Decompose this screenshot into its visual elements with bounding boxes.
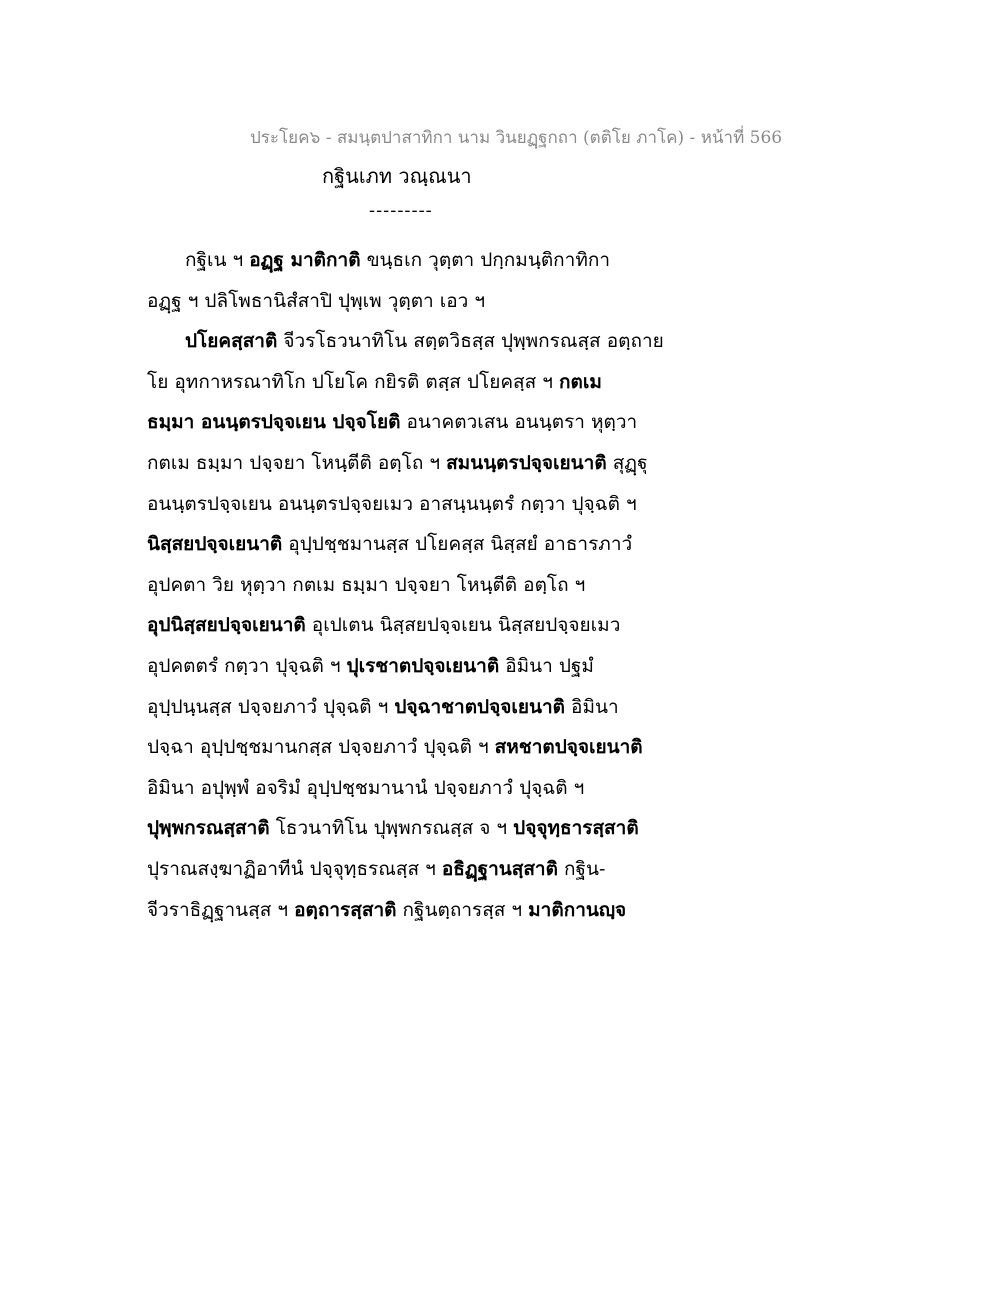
text-segment: ขนฺธเก วุตฺตา ปกฺกมนฺติกาทิกา — [360, 249, 611, 271]
divider: --------- — [369, 200, 433, 221]
bold-term: นิสฺสยปจฺจเยนาติ — [147, 533, 283, 556]
text-segment: จีวรโธวนาทิโน สตฺตวิธสฺส ปุพฺพกรณสฺส อตฺถาย — [277, 330, 664, 353]
text-segment: อนนฺตรปจฺจเยน อนนฺตรปจฺจยเมว อาสนฺนนฺตรํ กตฺวา ปุจฺฉติ ฯ — [147, 492, 637, 515]
bold-term: สมนนฺตรปจฺจเยนาติ — [446, 451, 607, 474]
bold-term: ปจฺฉาชาตปจฺจเยนาติ — [394, 695, 565, 718]
text-segment: กตเม ธมฺมา ปจฺจยา โหนฺตีติ อตฺโถ ฯ — [147, 451, 447, 474]
text-segment: กฐิน- — [557, 857, 606, 880]
text-line — [147, 727, 687, 768]
section-title: กฐินเภท วณฺณนา — [322, 164, 472, 188]
bold-term: มาติกานญฺจ — [528, 898, 627, 921]
text-line — [147, 443, 687, 484]
text-segment: โย อุทกาหรณาทิโก ปโยโค กยิรติ ตสฺส ปโยคสฺส ฯ — [147, 370, 559, 393]
text-line — [147, 687, 687, 728]
bold-term: ปโยคสฺสาติ — [185, 330, 278, 353]
text-line — [147, 849, 687, 890]
text-line — [147, 484, 687, 525]
bold-term: อุปนิสฺสยปจฺจเยนาติ — [147, 614, 306, 637]
bold-term: ปุเรชาตปจฺจเยนาติ — [346, 654, 500, 677]
text-segment: จีวราธิฏฺฐานสฺส ฯ — [147, 898, 295, 921]
bold-term: ปจฺจุทฺธารสฺสาติ — [513, 817, 639, 840]
text-segment: อิมินา ปฐมํ — [499, 654, 594, 677]
text-segment: ปุราณสงฺฆาฏิอาทีนํ ปจฺจุทฺธรณสฺส ฯ — [147, 857, 442, 880]
text-segment: อิมินา อปุพฺพํ อจริมํ อุปฺปชฺชมานานํ ปจฺจยภาวํ ปุจฺฉติ ฯ — [147, 776, 585, 799]
text-line — [147, 240, 687, 281]
text-line — [147, 321, 687, 362]
running-header: ประโยค๖ - สมนฺตปาสาทิกา นาม วินยฏฺฐกถา (ตติโย ภาโค) - หน้าที่ 566 — [250, 128, 783, 148]
bold-term: สหชาตปจฺจเยนาติ — [494, 736, 643, 759]
text-segment: กฐินตฺถารสฺส ฯ — [396, 898, 529, 921]
bold-term: อธิฏฺฐานสฺสาติ — [441, 857, 558, 880]
body-text — [147, 240, 687, 930]
text-line — [147, 524, 687, 565]
text-segment: โธวนาทิโน ปุพฺพกรณสฺส จ ฯ — [269, 817, 514, 840]
text-segment: อุปฺปนฺนสฺส ปจฺจยภาวํ ปุจฺฉติ ฯ — [147, 695, 395, 718]
bold-term: อฏฺฐ มาติกาติ — [249, 249, 361, 271]
bold-term: อตฺถารสฺสาติ — [294, 898, 397, 921]
bold-term: ธมฺมา อนนฺตรปจฺจเยน ปจฺจโยติ — [147, 411, 401, 434]
text-line — [147, 565, 687, 606]
text-segment: กฐิเน ฯ — [185, 249, 250, 271]
text-line — [147, 646, 687, 687]
text-segment: อุเปเตน นิสฺสยปจฺจเยน นิสฺสยปจฺจยเมว — [305, 614, 621, 637]
text-line — [147, 605, 687, 646]
bold-term: ปุพฺพกรณสฺสาติ — [147, 817, 270, 840]
bold-term: กตเม — [558, 370, 602, 393]
text-segment: อฏฺฐ ฯ ปลิโพธานิสํสาปิ ปุพฺเพ วุตฺตา เอว ฯ — [147, 289, 486, 312]
text-line — [147, 768, 687, 809]
text-line — [147, 890, 687, 931]
text-line — [147, 808, 687, 849]
text-line — [147, 362, 687, 403]
text-line — [147, 281, 687, 322]
text-segment: อุปคตา วิย หุตฺวา กตเม ธมฺมา ปจฺจยา โหนฺตีติ อตฺโถ ฯ — [147, 573, 586, 596]
text-segment: ปจฺฉา อุปฺปชฺชมานกสฺส ปจฺจยภาวํ ปุจฺฉติ ฯ — [147, 736, 495, 759]
text-segment: อุปคตตรํ กตฺวา ปุจฺฉติ ฯ — [147, 654, 347, 677]
text-segment: สุฏฺฐุ — [606, 451, 648, 474]
text-line — [147, 402, 687, 443]
text-segment: อนาคตวเสน อนนฺตรา หุตฺวา — [400, 411, 638, 434]
text-segment: อุปฺปชฺชมานสฺส ปโยคสฺส นิสฺสยํ อาธารภาวํ — [282, 533, 633, 556]
text-segment: อิมินา — [565, 695, 619, 718]
